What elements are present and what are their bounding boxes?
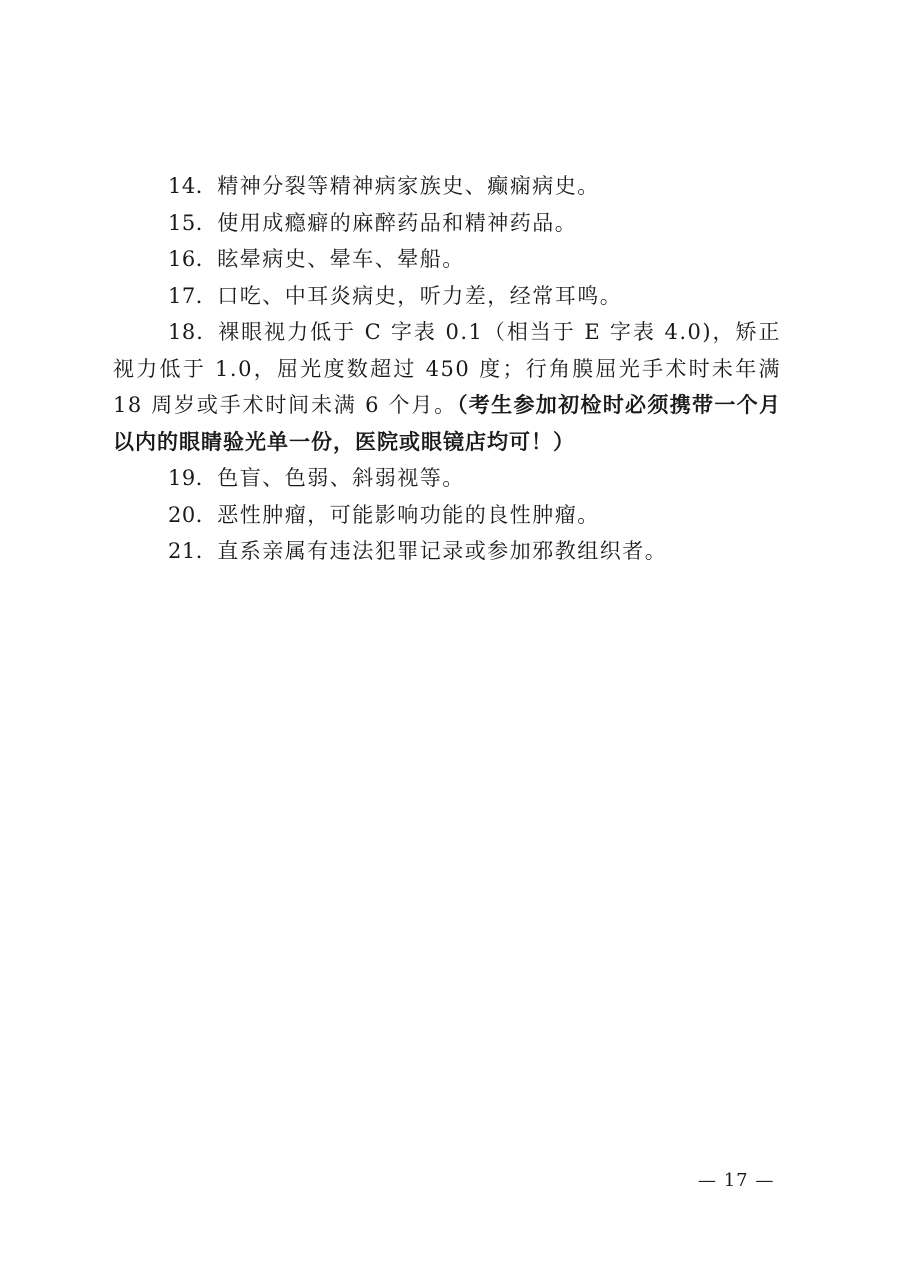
item-emphasis-note: （考生参加初检时必须携带一个月以内的眼睛验光单一份，医院或眼镜店均可！）	[113, 393, 782, 454]
list-item-21	[113, 533, 781, 570]
item-text: 精神分裂等精神病家族史、癫痫病史。	[217, 174, 600, 198]
item-number: 14．	[168, 174, 218, 198]
item-text: 使用成瘾癖的麻醉药品和精神药品。	[217, 210, 578, 235]
list-item-15	[113, 205, 781, 242]
item-number: 18．	[168, 320, 219, 344]
item-number: 17．	[168, 283, 218, 308]
item-text: 恶性肿瘤，可能影响功能的良性肿瘤。	[217, 502, 600, 527]
page-number: — 17 —	[698, 1170, 775, 1191]
item-number: 15．	[168, 210, 218, 235]
item-text: 直系亲属有违法犯罪记录或参加邪教组织者。	[217, 539, 668, 563]
item-number: 20．	[168, 502, 218, 527]
list-item-16	[113, 241, 781, 278]
item-text: 色盲、色弱、斜弱视等。	[217, 466, 465, 490]
list-item-14	[113, 168, 781, 205]
item-number: 16．	[168, 247, 218, 271]
item-number: 19．	[168, 466, 218, 490]
list-item-19	[113, 460, 781, 497]
list-item-17	[113, 278, 781, 315]
item-text: 裸眼视力低于 C 字表 0.1（相当于 E 字表 4.0)，矫正视力低于 1.0，屈光度数超过 450 度；行角膜屈光手术时未年满 18 周岁或手术时间未满 6 个月。	[113, 320, 781, 417]
list-item-20	[113, 497, 781, 534]
document-body	[113, 168, 781, 570]
item-text: 口吃、中耳炎病史，听力差，经常耳鸣。	[217, 283, 623, 308]
item-number: 21．	[168, 539, 218, 563]
list-item-18	[113, 314, 781, 460]
item-text: 眩晕病史、晕车、晕船。	[217, 247, 465, 271]
